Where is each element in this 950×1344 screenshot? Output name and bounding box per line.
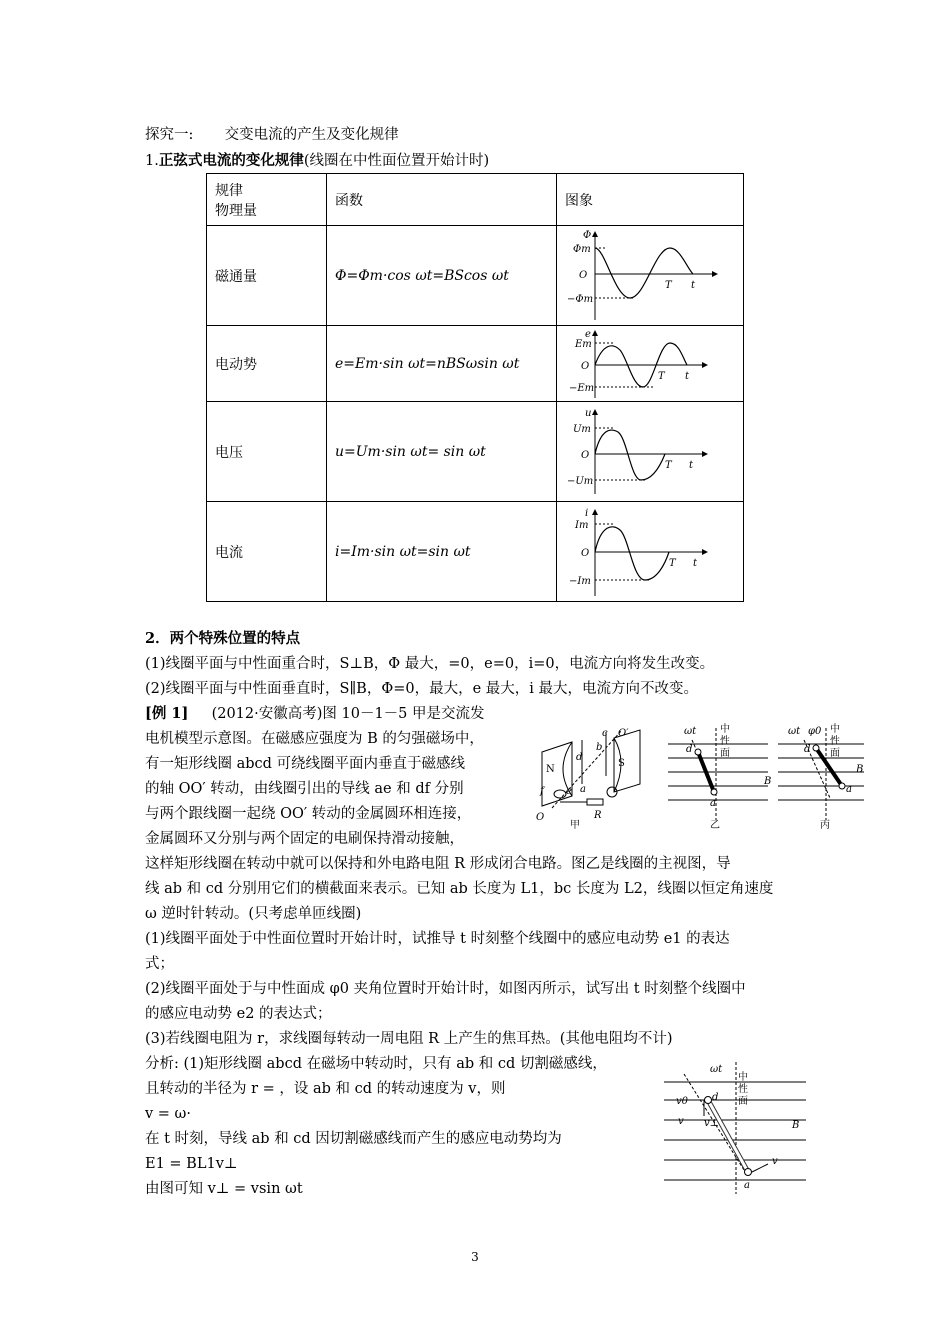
figure-jia bbox=[532, 722, 674, 832]
row-graph bbox=[557, 226, 744, 326]
example-line: (2)线圈平面处于与中性面成 φ0 夹角位置时开始计时，如图丙所示，试写出 t 时刻整个线圈中 bbox=[145, 981, 746, 997]
label-phi0: φ0 bbox=[808, 726, 822, 737]
label-d: d bbox=[686, 744, 693, 755]
label-f: f bbox=[540, 786, 544, 797]
axis-x-label: t bbox=[689, 459, 694, 471]
example-line: 电机模型示意图。在磁感应强度为 B 的匀强磁场中， bbox=[145, 731, 484, 747]
label-mian: 面 bbox=[738, 1096, 748, 1107]
example-line: 与两个跟线圈一起绕 OO′ 转动的金属圆环相连接， bbox=[145, 806, 472, 822]
peak-label: Em bbox=[575, 338, 592, 350]
table-header-row bbox=[207, 174, 744, 226]
row-name: 磁通量 bbox=[207, 226, 327, 326]
analysis-line: 且转动的半径为 r = ，设 ab 和 cd 的转动速度为 v，则 bbox=[145, 1081, 506, 1097]
row-formula: Φ=Φm·cos ωt=BScos ωt bbox=[327, 226, 557, 326]
label-r: R bbox=[594, 810, 602, 821]
header-quantity: 物理量 bbox=[215, 202, 257, 219]
analysis-line: 分析: (1)矩形线圈 abcd 在磁场中转动时，只有 ab 和 cd 切割磁感线， bbox=[145, 1056, 607, 1072]
trough-label: −Em bbox=[569, 382, 595, 394]
label-mian: 面 bbox=[830, 748, 840, 759]
peak-label: Φm bbox=[573, 243, 591, 255]
table-row bbox=[207, 402, 744, 502]
section1-title bbox=[145, 151, 489, 171]
label-omega-t: ωt bbox=[684, 726, 697, 737]
origin-label: O bbox=[581, 449, 590, 461]
figure-analysis bbox=[664, 1058, 810, 1200]
heading-title: 交变电流的产生及变化规律 bbox=[224, 127, 399, 143]
example-line-0 bbox=[145, 704, 485, 724]
label-v: v bbox=[678, 1116, 684, 1127]
example-line: (3)若线圈电阻为 r，求线圈每转动一周电阻 R 上产生的焦耳热。(其他电阻均不计) bbox=[145, 1031, 673, 1047]
period-label: T bbox=[665, 459, 672, 471]
label-b: B bbox=[856, 764, 864, 775]
label-o: O bbox=[536, 812, 545, 823]
axis-y-label: e bbox=[585, 328, 591, 340]
section2-p1: (1)线圈平面与中性面重合时，S⊥B，Φ 最大，=0，e=0，i=0，电流方向将发生改变。 bbox=[145, 656, 715, 672]
example-line: 金属圆环又分别与两个固定的电刷保持滑动接触， bbox=[145, 831, 464, 847]
label-v-end: v bbox=[772, 1156, 778, 1167]
trough-label: −Φm bbox=[567, 293, 594, 305]
label-v0: v0 bbox=[676, 1096, 689, 1107]
row-name: 电流 bbox=[207, 502, 327, 602]
origin-label: O bbox=[581, 547, 590, 559]
label-b: b bbox=[596, 742, 603, 753]
section1-num: 1. bbox=[145, 153, 159, 169]
example-tag: [例 1] bbox=[145, 705, 189, 722]
figure-bing bbox=[778, 722, 870, 832]
label-d: d bbox=[576, 752, 583, 763]
label-d: d bbox=[804, 744, 811, 755]
label-b: B bbox=[764, 776, 772, 787]
header-function: 函数 bbox=[327, 174, 557, 226]
analysis-line: E1 = BL1v⊥ bbox=[145, 1156, 238, 1172]
label-xing: 性 bbox=[738, 1084, 748, 1095]
label-zhong: 中 bbox=[830, 724, 840, 735]
example-line: 有一矩形线圈 abcd 可绕线圈平面内垂直于磁感线 bbox=[145, 756, 466, 772]
emf-graph bbox=[565, 328, 735, 400]
label-d: d bbox=[712, 1092, 719, 1103]
row-formula: e=Em·sin ωt=nBSωsin ωt bbox=[327, 326, 557, 402]
label-o-prime: O′ bbox=[618, 728, 629, 739]
caption-bing: 丙 bbox=[820, 820, 830, 831]
label-zhong: 中 bbox=[720, 724, 730, 735]
row-graph bbox=[557, 502, 744, 602]
label-omega-t: ωt bbox=[710, 1064, 723, 1075]
trough-label: −Um bbox=[567, 475, 594, 487]
section1-paren: (线圈在中性面位置开始计时) bbox=[303, 153, 490, 169]
origin-label: O bbox=[579, 269, 588, 281]
label-xing: 性 bbox=[720, 736, 730, 747]
label-mian: 面 bbox=[720, 748, 730, 759]
example-line: ω 逆时针转动。(只考虑单匝线圈) bbox=[145, 906, 362, 922]
caption-jia: 甲 bbox=[570, 820, 580, 831]
table-row bbox=[207, 326, 744, 402]
table-row bbox=[207, 502, 744, 602]
label-c: c bbox=[602, 728, 608, 739]
example-line: (1)线圈平面处于中性面位置时开始计时，试推导 t 时刻整个线圈中的感应电动势 e1 的表达 bbox=[145, 931, 730, 947]
current-graph bbox=[565, 504, 735, 600]
label-zhong: 中 bbox=[738, 1072, 748, 1083]
page-number: 3 bbox=[471, 1250, 479, 1264]
example-line: 的轴 OO′ 转动，由线圈引出的导线 ae 和 df 分别 bbox=[145, 781, 464, 797]
axis-x-label: t bbox=[691, 279, 696, 291]
heading bbox=[145, 125, 399, 145]
label-a: a bbox=[744, 1180, 750, 1191]
label-v-perp: v⊥ bbox=[704, 1118, 720, 1129]
header-graph: 图象 bbox=[557, 174, 744, 226]
trough-label: −Im bbox=[569, 575, 591, 587]
axis-x-label: t bbox=[693, 557, 698, 569]
voltage-graph bbox=[565, 404, 735, 500]
axis-y-label: Φ bbox=[583, 229, 592, 241]
label-omega-t: ωt bbox=[788, 726, 801, 737]
example-text-0: (2012·安徽高考)图 10－1－5 甲是交流发 bbox=[211, 706, 485, 722]
axis-y-label: i bbox=[585, 507, 589, 519]
section2-title: 2．两个特殊位置的特点 bbox=[145, 630, 301, 647]
label-s: S bbox=[618, 758, 625, 769]
heading-prefix: 探究一: bbox=[145, 127, 194, 143]
row-name: 电压 bbox=[207, 402, 327, 502]
label-e: e bbox=[566, 786, 572, 797]
analysis-line: v = ω· bbox=[145, 1106, 191, 1122]
caption-yi: 乙 bbox=[710, 820, 720, 831]
period-label: T bbox=[669, 557, 676, 569]
figure-yi bbox=[668, 722, 778, 832]
row-formula: u=Um·sin ωt= sin ωt bbox=[327, 402, 557, 502]
row-graph bbox=[557, 326, 744, 402]
analysis-line: 由图可知 v⊥ = vsin ωt bbox=[145, 1181, 303, 1197]
example-line: 这样矩形线圈在转动中就可以保持和外电路电阻 R 形成闭合电路。图乙是线圈的主视图，导 bbox=[145, 856, 731, 872]
header-rule: 规律 bbox=[215, 182, 243, 199]
label-b: B bbox=[792, 1120, 800, 1131]
origin-label: O bbox=[581, 360, 590, 372]
rules-table bbox=[206, 173, 744, 602]
axis-x-label: t bbox=[685, 370, 690, 382]
header-corner bbox=[207, 174, 327, 226]
axis-y-label: u bbox=[585, 407, 592, 419]
table-row bbox=[207, 226, 744, 326]
label-a: a bbox=[580, 784, 586, 795]
peak-label: Im bbox=[575, 519, 589, 531]
row-formula: i=Im·sin ωt=sin ωt bbox=[327, 502, 557, 602]
analysis-line: 在 t 时刻，导线 ab 和 cd 因切割磁感线而产生的感应电动势均为 bbox=[145, 1131, 562, 1147]
example-line: 线 ab 和 cd 分别用它们的横截面来表示。已知 ab 长度为 L1，bc 长度为 L2，线圈以恒定角速度 bbox=[145, 881, 774, 897]
row-name: 电动势 bbox=[207, 326, 327, 402]
flux-graph bbox=[565, 228, 735, 324]
peak-label: Um bbox=[573, 423, 591, 435]
section1-bold: 正弦式电流的变化规律 bbox=[158, 152, 304, 169]
section2-p2: (2)线圈平面与中性面垂直时，S∥B，Φ=0，最大，e 最大，i 最大，电流方向不改变。 bbox=[145, 681, 699, 697]
label-a: a bbox=[846, 784, 852, 795]
example-line: 的感应电动势 e2 的表达式； bbox=[145, 1006, 332, 1022]
period-label: T bbox=[665, 279, 672, 291]
label-a: a bbox=[710, 798, 716, 809]
label-xing: 性 bbox=[830, 736, 840, 747]
period-label: T bbox=[658, 370, 665, 382]
example-line: 式； bbox=[145, 956, 174, 972]
label-n: N bbox=[546, 764, 555, 775]
row-graph bbox=[557, 402, 744, 502]
